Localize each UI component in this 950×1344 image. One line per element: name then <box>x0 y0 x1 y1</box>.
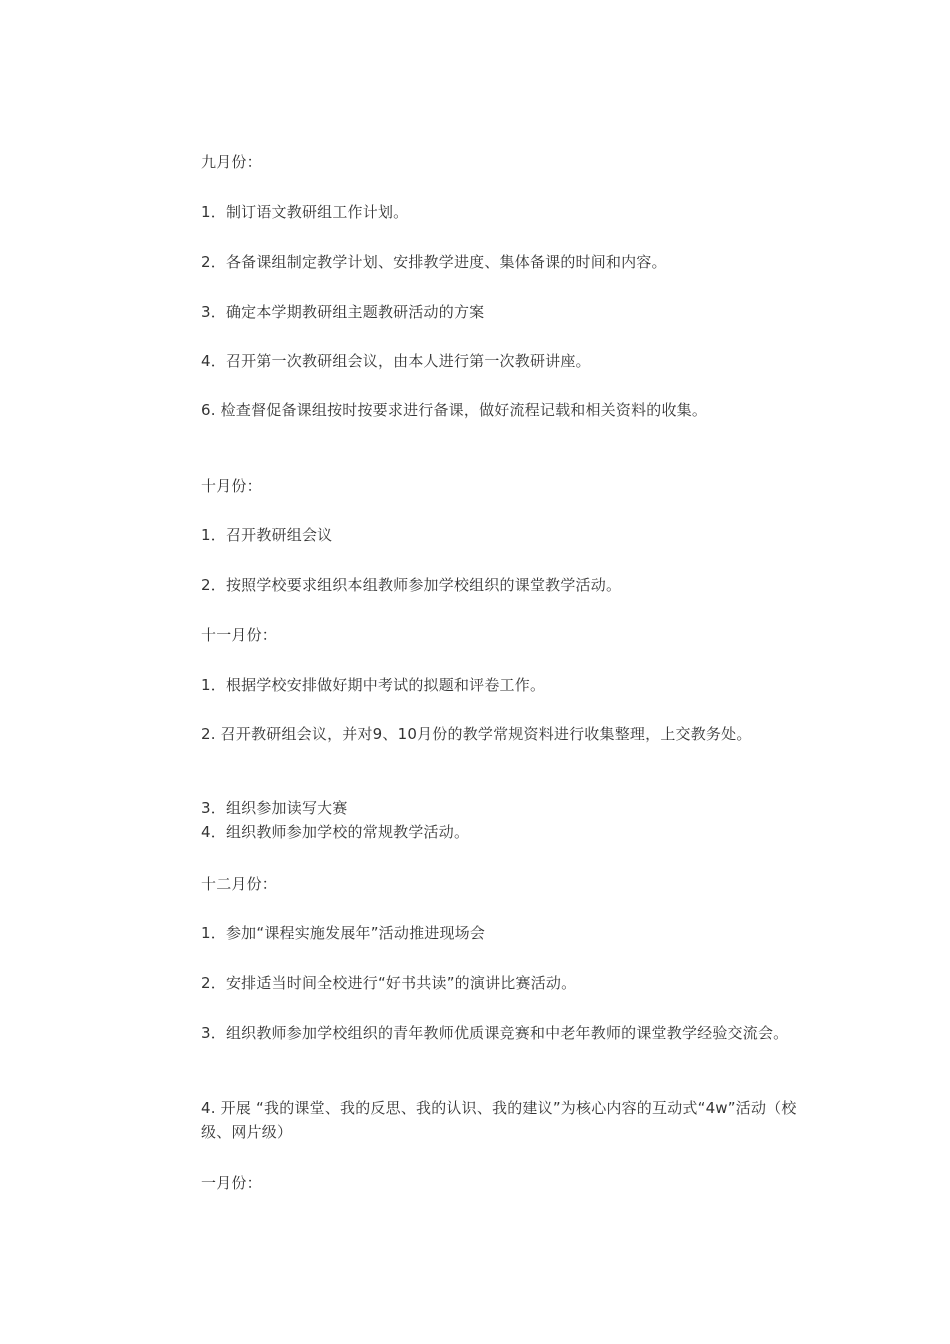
list-item: 4．召开第一次教研组会议，由本人进行第一次教研讲座。 <box>201 352 591 370</box>
list-item: 1．制订语文教研组工作计划。 <box>201 203 409 221</box>
section-heading-september: 九月份： <box>201 153 262 171</box>
list-item: 4．组织教师参加学校的常规教学活动。 <box>201 823 470 841</box>
section-heading-december: 十二月份： <box>201 875 278 893</box>
list-item: 2．按照学校要求组织本组教师参加学校组织的课堂教学活动。 <box>201 576 622 594</box>
list-item: 2. 召开教研组会议，并对9、10月份的教学常规资料进行收集整理，上交教务处。 <box>201 725 752 743</box>
list-item: 3．确定本学期教研组主题教研活动的方案 <box>201 303 485 321</box>
list-item: 3．组织参加读写大赛 <box>201 799 348 817</box>
section-heading-october: 十月份： <box>201 477 262 495</box>
list-item: 2．安排适当时间全校进行“好书共读”的演讲比赛活动。 <box>201 974 577 992</box>
list-item: 1．参加“课程实施发展年”活动推进现场会 <box>201 924 486 942</box>
list-item: 3．组织教师参加学校组织的青年教师优质课竞赛和中老年教师的课堂教学经验交流会。 <box>201 1024 789 1042</box>
list-item: 1．召开教研组会议 <box>201 526 333 544</box>
section-heading-january: 一月份： <box>201 1174 262 1192</box>
list-item: 1．根据学校安排做好期中考试的拟题和评卷工作。 <box>201 676 546 694</box>
list-item: 4. 开展 “我的课堂、我的反思、我的认识、我的建议”为核心内容的互动式“4w”活动（校级、网片级） <box>201 1099 797 1141</box>
section-heading-november: 十一月份： <box>201 626 278 644</box>
list-item: 2．各备课组制定教学计划、安排教学进度、集体备课的时间和内容。 <box>201 253 667 271</box>
list-item: 6. 检查督促备课组按时按要求进行备课，做好流程记载和相关资料的收集。 <box>201 401 708 419</box>
